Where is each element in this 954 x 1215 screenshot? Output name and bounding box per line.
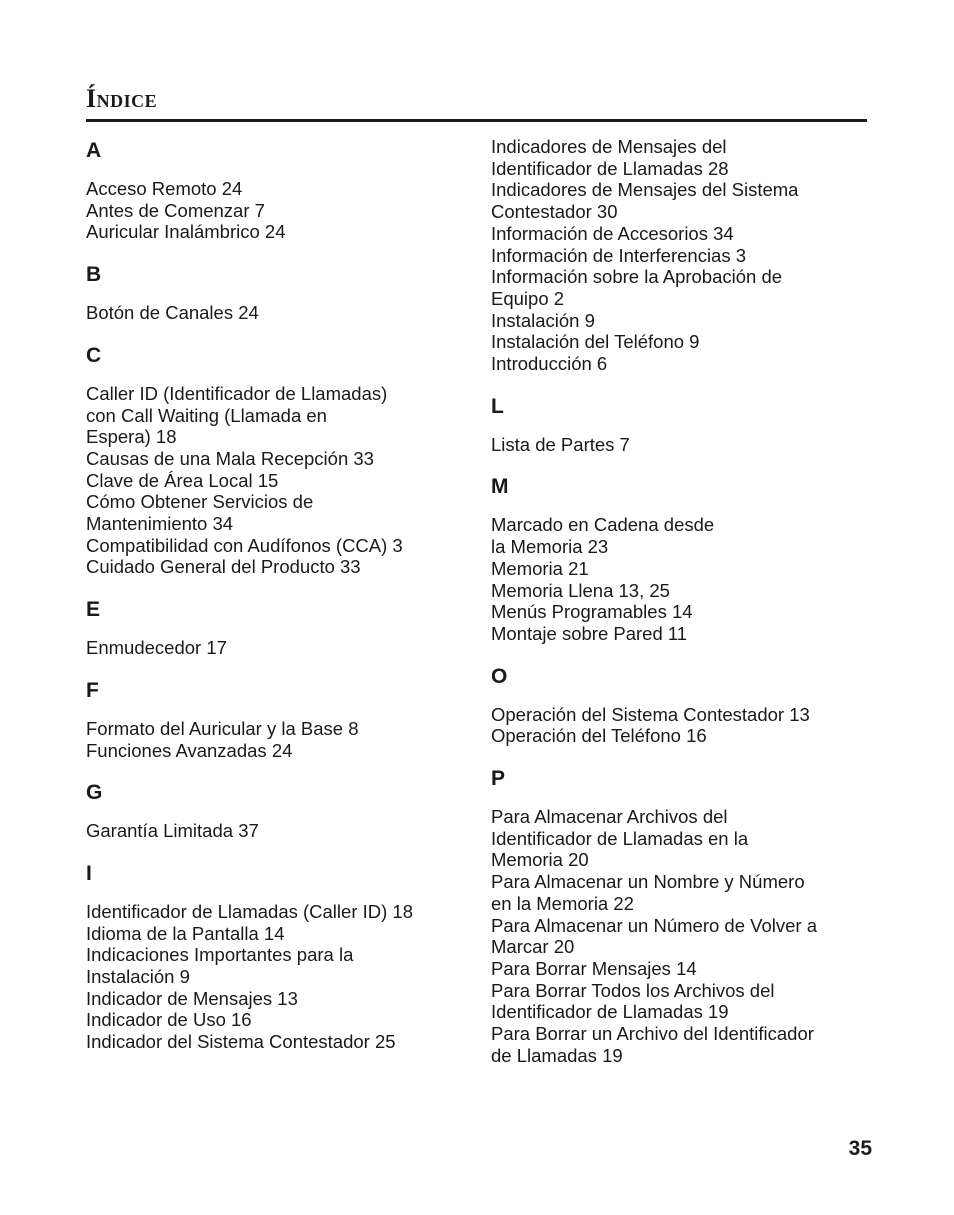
index-entry-line: Información sobre la Aprobación de: [491, 266, 783, 288]
index-section: [491, 472, 863, 644]
index-entry: [491, 623, 863, 645]
index-entry: [86, 718, 458, 740]
index-entry: [86, 944, 458, 987]
index-letter-heading: E: [86, 598, 101, 622]
index-entry-line: la Memoria 23: [491, 536, 609, 558]
index-letter-heading: C: [86, 343, 102, 367]
index-entry-line: Identificador de Llamadas (Caller ID) 18: [86, 900, 413, 922]
index-entry-line: Operación del Sistema Contestador 13: [491, 703, 810, 725]
index-entry: [491, 136, 863, 179]
index-entry: [491, 725, 863, 747]
index-entry: [491, 871, 863, 914]
index-section: [86, 260, 458, 324]
index-letter-heading: L: [491, 394, 504, 418]
index-entry: [491, 704, 863, 726]
index-entry: [491, 915, 863, 958]
title-rule: [86, 119, 867, 122]
index-entry-line: Indicadores de Mensajes del: [491, 136, 727, 157]
index-entry: [86, 1031, 458, 1053]
index-entry-line: Garantía Limitada 37: [86, 820, 259, 842]
index-entry-line: Indicaciones Importantes para la: [86, 944, 354, 966]
page-title: Índice: [86, 84, 158, 113]
index-entry-line: Instalación del Teléfono 9: [491, 331, 700, 353]
index-entry-line: Instalación 9: [86, 966, 190, 988]
index-entry-line: Acceso Remoto 24: [86, 178, 243, 199]
index-column-right: [491, 136, 863, 1084]
index-entry: [491, 245, 863, 267]
index-entry: [491, 353, 863, 375]
index-letter-heading: A: [86, 139, 102, 162]
index-entry: [86, 923, 458, 945]
index-entry-line: Caller ID (Identificador de Llamadas): [86, 382, 388, 404]
index-entry-line: Identificador de Llamadas en la: [491, 827, 749, 849]
index-entry-line: Mantenimiento 34: [86, 513, 234, 535]
index-entry: [491, 223, 863, 245]
page-number: 35: [848, 1137, 872, 1160]
index-letter-heading: O: [491, 664, 508, 688]
index-letter-heading: G: [86, 781, 103, 805]
index-entry-line: de Llamadas 19: [491, 1044, 623, 1066]
index-entry-line: con Call Waiting (Llamada en: [86, 404, 327, 426]
index-entry-line: Menús Programables 14: [491, 601, 693, 623]
index-entry-line: Antes de Comenzar 7: [86, 199, 265, 221]
index-entry-line: Cómo Obtener Servicios de: [86, 491, 314, 513]
index-entry-line: Contestador 30: [491, 201, 618, 223]
index-entry: [491, 806, 863, 871]
index-entry: [86, 470, 458, 492]
index-entry-line: Para Borrar Todos los Archivos del: [491, 979, 775, 1001]
index-entry-line: Indicador del Sistema Contestador 25: [86, 1031, 396, 1053]
index-entry-line: Cuidado General del Producto 33: [86, 556, 361, 578]
index-entry-line: Para Almacenar Archivos del: [491, 806, 728, 828]
index-entry-line: Equipo 2: [491, 287, 565, 309]
index-letter-heading: P: [491, 767, 506, 791]
index-section: [491, 136, 863, 375]
index-entry: [491, 601, 863, 623]
index-entry-line: Indicador de Uso 16: [86, 1009, 252, 1031]
index-section: [86, 595, 458, 659]
index-letter-heading: I: [86, 861, 92, 885]
index-entry-line: Para Borrar un Archivo del Identificador: [491, 1023, 814, 1045]
index-entry: [86, 535, 458, 557]
index-entry: [86, 383, 458, 448]
index-entry-line: Espera) 18: [86, 426, 177, 448]
index-entry: [86, 491, 458, 534]
index-entry-line: Operación del Teléfono 16: [491, 725, 707, 747]
index-section: [86, 676, 458, 761]
index-entry-line: Funciones Avanzadas 24: [86, 739, 293, 761]
index-column-left: [86, 136, 458, 1070]
index-entry: [86, 820, 458, 842]
index-entry: [86, 1009, 458, 1031]
index-entry-line: Indicadores de Mensajes del Sistema: [491, 179, 799, 201]
index-section: [491, 662, 863, 747]
index-entry: [86, 637, 458, 659]
index-entry: [86, 178, 458, 200]
index-entry-line: Causas de una Mala Recepción 33: [86, 447, 374, 469]
index-section: [86, 859, 458, 1053]
index-entry: [86, 556, 458, 578]
index-entry: [491, 580, 863, 602]
index-entry-line: Instalación 9: [491, 309, 595, 331]
index-entry: [86, 302, 458, 324]
index-letter-heading: M: [491, 475, 509, 499]
index-entry-line: Identificador de Llamadas 28: [491, 157, 729, 179]
index-entry-line: Memoria 21: [491, 557, 589, 579]
index-entry-line: Compatibilidad con Audífonos (CCA) 3: [86, 534, 403, 556]
index-entry-line: Indicador de Mensajes 13: [86, 987, 298, 1009]
index-entry-line: Montaje sobre Pared 11: [491, 622, 688, 644]
index-entry: [86, 448, 458, 470]
index-entry-line: Información de Accesorios 34: [491, 222, 734, 244]
index-entry-line: Idioma de la Pantalla 14: [86, 922, 285, 944]
index-entry-line: en la Memoria 22: [491, 892, 634, 914]
index-entry-line: Botón de Canales 24: [86, 302, 259, 324]
index-entry-line: Formato del Auricular y la Base 8: [86, 717, 359, 739]
index-entry-line: Identificador de Llamadas 19: [491, 1001, 729, 1023]
index-entry: [86, 200, 458, 222]
index-letter-heading: B: [86, 263, 102, 287]
index-entry: [86, 740, 458, 762]
index-entry-line: Marcar 20: [491, 936, 575, 958]
index-entry-line: Memoria 20: [491, 849, 589, 871]
index-entry: [491, 310, 863, 332]
index-entry: [491, 514, 863, 557]
index-entry: [491, 434, 863, 456]
index-entry: [86, 901, 458, 923]
index-section: [86, 341, 458, 578]
index-section: [86, 136, 458, 243]
index-section: [491, 764, 863, 1066]
index-entry-line: Enmudecedor 17: [86, 637, 227, 659]
index-entry: [491, 558, 863, 580]
index-section: [86, 778, 458, 842]
index-entry: [491, 1023, 863, 1066]
index-entry-line: Marcado en Cadena desde: [491, 514, 715, 536]
index-entry: [491, 179, 863, 222]
index-entry: [491, 958, 863, 980]
index-entry-line: Auricular Inalámbrico 24: [86, 221, 286, 243]
index-entry-line: Para Almacenar un Número de Volver a: [491, 914, 817, 936]
index-entry: [86, 988, 458, 1010]
index-entry: [491, 266, 863, 309]
index-entry: [491, 331, 863, 353]
index-entry: [86, 221, 458, 243]
index-entry: [491, 980, 863, 1023]
index-entry-line: Para Almacenar un Nombre y Número: [491, 871, 805, 893]
index-letter-heading: F: [86, 678, 99, 702]
index-entry-line: Lista de Partes 7: [491, 433, 630, 455]
index-section: [491, 392, 863, 456]
index-entry-line: Introducción 6: [491, 353, 608, 375]
index-entry-line: Memoria Llena 13, 25: [491, 579, 670, 601]
index-entry-line: Clave de Área Local 15: [86, 469, 279, 491]
index-entry-line: Para Borrar Mensajes 14: [491, 957, 697, 979]
index-entry-line: Información de Interferencias 3: [491, 244, 747, 266]
